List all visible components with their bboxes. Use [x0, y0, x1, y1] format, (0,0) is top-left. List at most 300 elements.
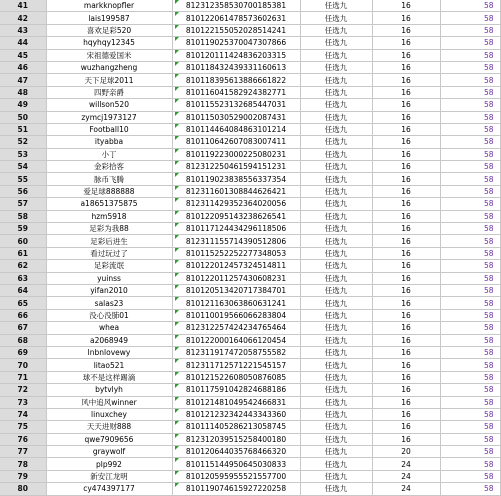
ticket-id-cell[interactable] [172, 0, 300, 12]
cell-comment-marker-icon [175, 62, 179, 66]
ticket-id-text: 812311917472058755582 [185, 348, 287, 358]
ticket-id-cell[interactable] [172, 284, 300, 296]
row-number[interactable]: 65 [0, 297, 46, 309]
table-row[interactable] [0, 185, 500, 197]
username-cell[interactable]: ityabba [46, 136, 172, 148]
username-cell[interactable]: 风中追风winner [46, 396, 172, 408]
username-cell[interactable]: 小丁 [46, 148, 172, 160]
row-number[interactable]: 52 [0, 136, 46, 148]
username-cell[interactable]: 天天进财888 [46, 421, 172, 433]
amount-cell[interactable]: 58 [440, 309, 500, 321]
ticket-id-cell[interactable] [172, 111, 300, 123]
amount-cell[interactable]: 58 [440, 235, 500, 247]
ticket-id-cell[interactable] [172, 74, 300, 86]
play-type-cell[interactable]: 任选九 [300, 384, 372, 396]
ticket-id-cell[interactable] [172, 346, 300, 358]
amount-cell[interactable]: 58 [440, 49, 500, 61]
username-cell[interactable]: 宋祖德爱国米 [46, 49, 172, 61]
amount-cell[interactable]: 58 [440, 384, 500, 396]
ticket-id-cell[interactable] [172, 161, 300, 173]
cell-comment-marker-icon [175, 471, 179, 475]
row-number[interactable]: 57 [0, 198, 46, 210]
row-number[interactable]: 46 [0, 61, 46, 73]
count-cell[interactable]: 16 [372, 161, 440, 173]
play-type-cell[interactable]: 任选九 [300, 284, 372, 296]
table-row[interactable] [0, 111, 500, 123]
amount-cell[interactable]: 58 [440, 446, 500, 458]
username-cell[interactable]: cy474397177 [46, 483, 172, 495]
table-row[interactable] [0, 309, 500, 321]
ticket-id-cell[interactable] [172, 136, 300, 148]
play-type-cell[interactable]: 任选九 [300, 359, 372, 371]
ticket-id-cell[interactable] [172, 235, 300, 247]
username-cell[interactable]: 天下足球2011 [46, 74, 172, 86]
row-number[interactable]: 56 [0, 185, 46, 197]
row-number[interactable]: 80 [0, 483, 46, 495]
row-number[interactable]: 55 [0, 173, 46, 185]
row-number[interactable]: 41 [0, 0, 46, 12]
play-type-cell[interactable]: 任选九 [300, 24, 372, 36]
play-type-cell[interactable]: 任选九 [300, 421, 372, 433]
username-cell[interactable]: lnbnlovewy [46, 346, 172, 358]
row-number[interactable]: 64 [0, 284, 46, 296]
count-cell[interactable]: 16 [372, 297, 440, 309]
play-type-cell[interactable]: 任选九 [300, 198, 372, 210]
play-type-cell[interactable]: 任选九 [300, 309, 372, 321]
amount-cell[interactable]: 58 [440, 322, 500, 334]
count-cell[interactable]: 16 [372, 136, 440, 148]
table-row[interactable] [0, 483, 500, 495]
table-row[interactable] [0, 297, 500, 309]
row-number[interactable]: 62 [0, 260, 46, 272]
username-cell[interactable]: hzm5918 [46, 210, 172, 222]
username-cell[interactable]: 喜欢足彩520 [46, 24, 172, 36]
play-type-cell[interactable]: 任选九 [300, 470, 372, 482]
play-type-cell[interactable]: 任选九 [300, 446, 372, 458]
ticket-id-cell[interactable] [172, 421, 300, 433]
count-cell[interactable]: 16 [372, 86, 440, 98]
table-row[interactable] [0, 334, 500, 346]
row-number[interactable]: 53 [0, 148, 46, 160]
play-type-cell[interactable]: 任选九 [300, 433, 372, 445]
ticket-id-cell[interactable] [172, 458, 300, 470]
amount-cell[interactable]: 58 [440, 284, 500, 296]
ticket-id-text: 810122155052028514241 [185, 25, 287, 35]
ticket-id-text: 810120513420717384701 [185, 286, 287, 296]
table-row[interactable] [0, 161, 500, 173]
play-type-cell[interactable]: 任选九 [300, 49, 372, 61]
ticket-id-text: 810118395613886661822 [185, 75, 287, 85]
play-type-cell[interactable]: 任选九 [300, 148, 372, 160]
amount-cell[interactable]: 58 [440, 86, 500, 98]
table-row[interactable] [0, 384, 500, 396]
table-row[interactable] [0, 346, 500, 358]
row-number[interactable]: 66 [0, 309, 46, 321]
amount-cell[interactable]: 58 [440, 198, 500, 210]
table-row[interactable] [0, 99, 500, 111]
username-cell[interactable]: bytvlyh [46, 384, 172, 396]
count-cell[interactable]: 16 [372, 123, 440, 135]
count-cell[interactable]: 16 [372, 185, 440, 197]
count-cell[interactable]: 16 [372, 260, 440, 272]
table-row[interactable] [0, 12, 500, 24]
row-number[interactable]: 63 [0, 272, 46, 284]
count-cell[interactable]: 16 [372, 49, 440, 61]
amount-cell[interactable]: 58 [440, 0, 500, 12]
table-row[interactable] [0, 359, 500, 371]
count-cell[interactable]: 16 [372, 284, 440, 296]
count-cell[interactable]: 16 [372, 272, 440, 284]
count-cell[interactable]: 16 [372, 148, 440, 160]
ticket-id-cell[interactable] [172, 148, 300, 160]
count-cell[interactable]: 16 [372, 173, 440, 185]
play-type-cell[interactable]: 任选九 [300, 61, 372, 73]
play-type-cell[interactable]: 任选九 [300, 272, 372, 284]
amount-cell[interactable]: 58 [440, 210, 500, 222]
play-type-cell[interactable]: 任选九 [300, 371, 372, 383]
ticket-id-cell[interactable] [172, 173, 300, 185]
amount-cell[interactable]: 58 [440, 223, 500, 235]
ticket-id-cell[interactable] [172, 470, 300, 482]
table-row[interactable] [0, 136, 500, 148]
ticket-id-cell[interactable] [172, 483, 300, 495]
ticket-id-cell[interactable] [172, 99, 300, 111]
amount-cell[interactable]: 58 [440, 346, 500, 358]
ticket-id-cell[interactable] [172, 185, 300, 197]
username-cell[interactable]: 足彩后进生 [46, 235, 172, 247]
ticket-id-cell[interactable] [172, 260, 300, 272]
username-cell[interactable]: a2068949 [46, 334, 172, 346]
username-cell[interactable]: plp992 [46, 458, 172, 470]
table-row[interactable] [0, 446, 500, 458]
row-number[interactable]: 51 [0, 123, 46, 135]
amount-cell[interactable]: 58 [440, 260, 500, 272]
table-row[interactable] [0, 421, 500, 433]
table-row[interactable] [0, 37, 500, 49]
amount-cell[interactable]: 58 [440, 272, 500, 284]
count-cell[interactable]: 16 [372, 223, 440, 235]
row-number[interactable]: 71 [0, 371, 46, 383]
ticket-id-cell[interactable] [172, 61, 300, 73]
count-cell[interactable]: 24 [372, 470, 440, 482]
amount-cell[interactable]: 58 [440, 161, 500, 173]
table-row[interactable] [0, 408, 500, 420]
username-cell[interactable]: 四野亲爵 [46, 86, 172, 98]
count-cell[interactable]: 16 [372, 433, 440, 445]
play-type-cell[interactable]: 任选九 [300, 297, 372, 309]
count-cell[interactable]: 16 [372, 359, 440, 371]
ticket-id-text: 810117591042824688186 [185, 385, 287, 395]
count-cell[interactable]: 16 [372, 371, 440, 383]
count-cell[interactable]: 16 [372, 0, 440, 12]
username-cell[interactable]: qwe7909656 [46, 433, 172, 445]
amount-cell[interactable]: 58 [440, 111, 500, 123]
play-type-cell[interactable]: 任选九 [300, 408, 372, 420]
amount-cell[interactable]: 58 [440, 37, 500, 49]
amount-cell[interactable]: 58 [440, 433, 500, 445]
table-row[interactable] [0, 0, 500, 12]
play-type-cell[interactable]: 任选九 [300, 74, 372, 86]
username-cell[interactable]: whea [46, 322, 172, 334]
username-cell[interactable]: lais199587 [46, 12, 172, 24]
ticket-id-text: 810122061478573602631 [185, 13, 287, 23]
amount-cell[interactable]: 58 [440, 12, 500, 24]
table-row[interactable] [0, 173, 500, 185]
ticket-id-text: 810114464084863101214 [185, 125, 287, 135]
amount-cell[interactable]: 58 [440, 123, 500, 135]
play-type-cell[interactable]: 任选九 [300, 161, 372, 173]
amount-cell[interactable]: 58 [440, 185, 500, 197]
table-row[interactable] [0, 49, 500, 61]
play-type-cell[interactable]: 任选九 [300, 458, 372, 470]
table-row[interactable] [0, 210, 500, 222]
table-row[interactable] [0, 284, 500, 296]
row-number[interactable]: 75 [0, 421, 46, 433]
row-number[interactable]: 54 [0, 161, 46, 173]
username-cell[interactable]: graywolf [46, 446, 172, 458]
play-type-cell[interactable]: 任选九 [300, 99, 372, 111]
ticket-id-cell[interactable] [172, 384, 300, 396]
play-type-cell[interactable]: 任选九 [300, 483, 372, 495]
username-cell[interactable]: yuinss [46, 272, 172, 284]
amount-cell[interactable]: 58 [440, 173, 500, 185]
row-number[interactable]: 74 [0, 408, 46, 420]
ticket-id-cell[interactable] [172, 223, 300, 235]
ticket-id-cell[interactable] [172, 24, 300, 36]
row-number[interactable]: 70 [0, 359, 46, 371]
play-type-cell[interactable]: 任选九 [300, 185, 372, 197]
amount-cell[interactable]: 58 [440, 99, 500, 111]
username-cell[interactable]: hqyhqy12345 [46, 37, 172, 49]
table-row[interactable] [0, 371, 500, 383]
play-type-cell[interactable]: 任选九 [300, 123, 372, 135]
table-row[interactable] [0, 322, 500, 334]
play-type-cell[interactable]: 任选九 [300, 260, 372, 272]
username-cell[interactable]: litao521 [46, 359, 172, 371]
row-number[interactable]: 59 [0, 223, 46, 235]
count-cell[interactable]: 16 [372, 111, 440, 123]
cell-comment-marker-icon [175, 25, 179, 29]
ticket-id-cell[interactable] [172, 322, 300, 334]
table-row[interactable] [0, 247, 500, 259]
table-row[interactable] [0, 260, 500, 272]
table-row[interactable] [0, 123, 500, 135]
row-number[interactable]: 68 [0, 334, 46, 346]
count-cell[interactable]: 16 [372, 322, 440, 334]
username-cell[interactable]: wuzhangzheng [46, 61, 172, 73]
count-cell[interactable]: 16 [372, 198, 440, 210]
play-type-cell[interactable]: 任选九 [300, 322, 372, 334]
play-type-cell[interactable]: 任选九 [300, 247, 372, 259]
username-cell[interactable]: markknopfler [46, 0, 172, 12]
amount-cell[interactable]: 58 [440, 297, 500, 309]
play-type-cell[interactable]: 任选九 [300, 173, 372, 185]
ticket-id-cell[interactable] [172, 433, 300, 445]
amount-cell[interactable]: 58 [440, 396, 500, 408]
count-cell[interactable]: 16 [372, 210, 440, 222]
amount-cell[interactable]: 58 [440, 458, 500, 470]
username-cell[interactable]: 球不是这样踢滴 [46, 371, 172, 383]
table-row[interactable] [0, 198, 500, 210]
cell-comment-marker-icon [175, 483, 179, 487]
row-number[interactable]: 50 [0, 111, 46, 123]
username-cell[interactable]: linuxchey [46, 408, 172, 420]
ticket-id-cell[interactable] [172, 396, 300, 408]
username-cell[interactable]: Football10 [46, 123, 172, 135]
ticket-id-cell[interactable] [172, 446, 300, 458]
row-number[interactable]: 78 [0, 458, 46, 470]
ticket-id-cell[interactable] [172, 297, 300, 309]
amount-cell[interactable]: 58 [440, 74, 500, 86]
amount-cell[interactable]: 58 [440, 371, 500, 383]
row-number[interactable]: 47 [0, 74, 46, 86]
table-row[interactable] [0, 86, 500, 98]
play-type-cell[interactable]: 任选九 [300, 334, 372, 346]
ticket-id-cell[interactable] [172, 334, 300, 346]
play-type-cell[interactable]: 任选九 [300, 136, 372, 148]
row-number[interactable]: 49 [0, 99, 46, 111]
count-cell[interactable]: 16 [372, 334, 440, 346]
cell-comment-marker-icon [175, 173, 179, 177]
table-row[interactable] [0, 272, 500, 284]
ticket-id-cell[interactable] [172, 408, 300, 420]
count-cell[interactable]: 16 [372, 235, 440, 247]
play-type-cell[interactable]: 任选九 [300, 86, 372, 98]
row-number[interactable]: 45 [0, 49, 46, 61]
count-cell[interactable]: 16 [372, 408, 440, 420]
row-number[interactable]: 58 [0, 210, 46, 222]
ticket-id-cell[interactable] [172, 272, 300, 284]
amount-cell[interactable]: 58 [440, 470, 500, 482]
play-type-cell[interactable]: 任选九 [300, 111, 372, 123]
username-cell[interactable]: 看过玩过了 [46, 247, 172, 259]
cell-comment-marker-icon [175, 285, 179, 289]
ticket-id-cell[interactable] [172, 247, 300, 259]
play-type-cell[interactable]: 任选九 [300, 223, 372, 235]
row-number[interactable]: 72 [0, 384, 46, 396]
row-number[interactable]: 43 [0, 24, 46, 36]
ticket-id-cell[interactable] [172, 309, 300, 321]
username-cell[interactable]: 足彩流氓 [46, 260, 172, 272]
username-cell[interactable]: 爱足球888888 [46, 185, 172, 197]
username-cell[interactable]: salas23 [46, 297, 172, 309]
row-number[interactable]: 61 [0, 247, 46, 259]
table-row[interactable] [0, 223, 500, 235]
count-cell[interactable]: 24 [372, 458, 440, 470]
cell-comment-marker-icon [175, 421, 179, 425]
table-row[interactable] [0, 24, 500, 36]
ticket-id-text: 810115030529002087431 [185, 112, 287, 122]
count-cell[interactable]: 16 [372, 99, 440, 111]
row-number[interactable]: 79 [0, 470, 46, 482]
play-type-cell[interactable]: 任选九 [300, 346, 372, 358]
ticket-id-cell[interactable] [172, 86, 300, 98]
count-cell[interactable]: 16 [372, 24, 440, 36]
cell-comment-marker-icon [175, 310, 179, 314]
ticket-id-cell[interactable] [172, 371, 300, 383]
count-cell[interactable]: 20 [372, 446, 440, 458]
username-cell[interactable]: 金彩拾客 [46, 161, 172, 173]
username-cell[interactable]: 脉币飞腾 [46, 173, 172, 185]
table-row[interactable] [0, 433, 500, 445]
count-cell[interactable]: 16 [372, 309, 440, 321]
play-type-cell[interactable]: 任选九 [300, 0, 372, 12]
count-cell[interactable]: 16 [372, 384, 440, 396]
ticket-id-text: 810121163063860631241 [185, 298, 287, 308]
row-number[interactable]: 48 [0, 86, 46, 98]
amount-cell[interactable]: 58 [440, 359, 500, 371]
play-type-cell[interactable]: 任选九 [300, 12, 372, 24]
play-type-cell[interactable]: 任选九 [300, 396, 372, 408]
count-cell[interactable]: 16 [372, 74, 440, 86]
username-cell[interactable]: willson520 [46, 99, 172, 111]
ticket-id-cell[interactable] [172, 37, 300, 49]
row-number[interactable]: 60 [0, 235, 46, 247]
table-row[interactable] [0, 74, 500, 86]
row-number[interactable]: 73 [0, 396, 46, 408]
username-cell[interactable]: 新安江龙明 [46, 470, 172, 482]
cell-comment-marker-icon [175, 186, 179, 190]
play-type-cell[interactable]: 任选九 [300, 210, 372, 222]
table-row[interactable] [0, 396, 500, 408]
amount-cell[interactable]: 58 [440, 148, 500, 160]
count-cell[interactable]: 16 [372, 12, 440, 24]
amount-cell[interactable]: 58 [440, 136, 500, 148]
username-cell[interactable]: a18651375875 [46, 198, 172, 210]
ticket-id-cell[interactable] [172, 198, 300, 210]
count-cell[interactable]: 16 [372, 396, 440, 408]
amount-cell[interactable]: 58 [440, 247, 500, 259]
count-cell[interactable]: 16 [372, 247, 440, 259]
count-cell[interactable]: 16 [372, 37, 440, 49]
row-number[interactable]: 76 [0, 433, 46, 445]
row-number[interactable]: 67 [0, 322, 46, 334]
row-number[interactable]: 42 [0, 12, 46, 24]
amount-cell[interactable]: 58 [440, 334, 500, 346]
play-type-cell[interactable]: 任选九 [300, 235, 372, 247]
amount-cell[interactable]: 58 [440, 483, 500, 495]
amount-cell[interactable]: 58 [440, 61, 500, 73]
username-cell[interactable]: 足彩为我88 [46, 223, 172, 235]
count-cell[interactable]: 24 [372, 483, 440, 495]
ticket-id-text: 810110019566066283804 [185, 310, 287, 320]
ticket-id-cell[interactable] [172, 359, 300, 371]
ticket-id-cell[interactable] [172, 12, 300, 24]
username-cell[interactable]: zymcj1973127 [46, 111, 172, 123]
row-number[interactable]: 69 [0, 346, 46, 358]
cell-comment-marker-icon [175, 50, 179, 54]
ticket-id-cell[interactable] [172, 123, 300, 135]
username-cell[interactable]: yifan2010 [46, 284, 172, 296]
count-cell[interactable]: 16 [372, 346, 440, 358]
table-row[interactable] [0, 235, 500, 247]
row-number[interactable]: 44 [0, 37, 46, 49]
row-number[interactable]: 77 [0, 446, 46, 458]
amount-cell[interactable]: 58 [440, 408, 500, 420]
table-row[interactable] [0, 458, 500, 470]
username-cell[interactable]: 没心没肺01 [46, 309, 172, 321]
play-type-cell[interactable]: 任选九 [300, 37, 372, 49]
ticket-id-cell[interactable] [172, 49, 300, 61]
count-cell[interactable]: 16 [372, 61, 440, 73]
amount-cell[interactable]: 58 [440, 421, 500, 433]
table-row[interactable] [0, 61, 500, 73]
table-row[interactable] [0, 148, 500, 160]
count-cell[interactable]: 16 [372, 421, 440, 433]
ticket-id-cell[interactable] [172, 210, 300, 222]
amount-cell[interactable]: 58 [440, 24, 500, 36]
table-row[interactable] [0, 470, 500, 482]
